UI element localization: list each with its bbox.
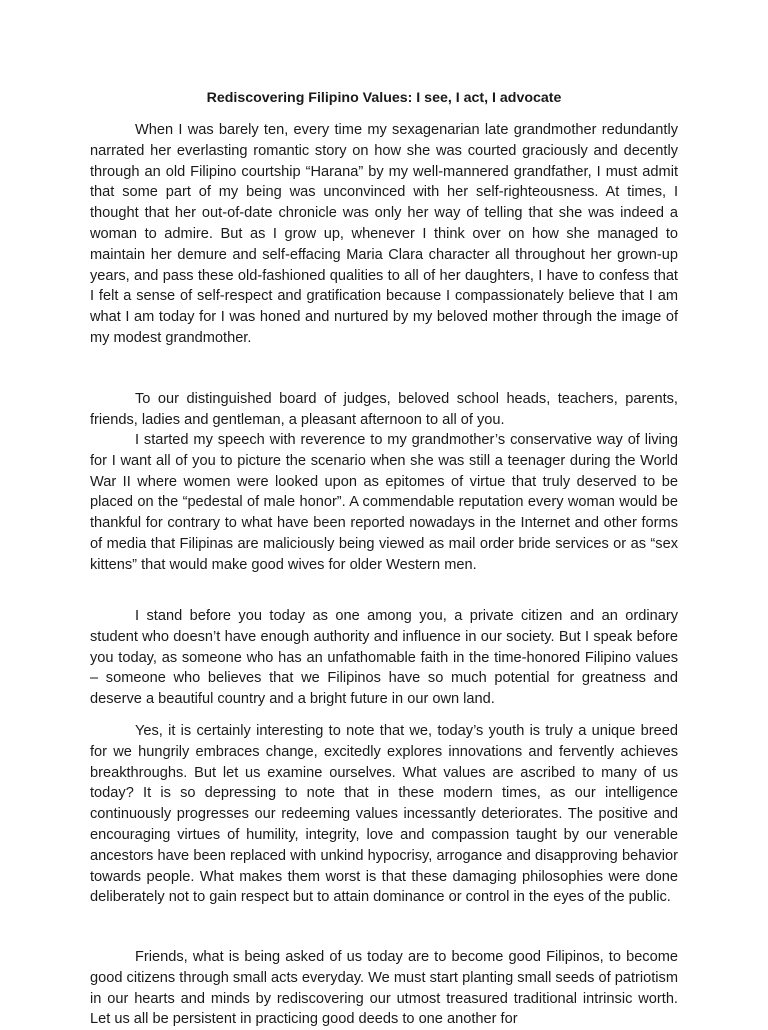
paragraph-greeting: To our distinguished board of judges, beloved school heads, teachers, parents, friends, ladies and gentleman, a pleasant afternoon to all of you. <box>90 391 678 428</box>
paragraph-call-to-action: Friends, what is being asked of us today are to become good Filipinos, to become good citizens through small acts everyday. We must start planting small seeds of patriotism in our hearts and minds by rediscovering our utmost treasured traditional intrinsic worth. Let us all be persistent in practicing good deeds to one another for <box>90 949 678 1028</box>
paragraph-ordinary-citizen: I stand before you today as one among you, a private citizen and an ordinary student who doesn’t have enough authority and influence in our society. But I speak before you today, as someone who has an unfathomable faith in the time-honored Filipino values – someone who believes that we Filipinos have so much potential for greatness and deserve a beautiful country and a bright future in our own land. <box>90 608 678 708</box>
paragraph-youth-values: Yes, it is certainly interesting to note that we, today’s youth is truly a unique breed for we hungrily embraces change, excitedly explores innovations and fervently achieves breakthroughs. But let us examine ourselves. What values are ascribed to many of us today? It is so depressing to note that in these modern times, as our intelligence continuously progresses our redeeming values incessantly deteriorates. The positive and encouraging virtues of humility, integrity, love and compassion taught by our venerable ancestors have been replaced with unkind hypocrisy, arrogance and disapproving behavior towards people. What makes them worst is that these damaging philosophies were done deliberately not to gain respect but to attain dominance or control in the eyes of the public. <box>90 723 678 906</box>
paragraph-grandmother-story: When I was barely ten, every time my sexagenarian late grandmother redundantly narrated her everlasting romantic story on how she was courted graciously and decently through an old Filipino courtship “Harana” by my well-mannered grandfather, I must admit that some part of my being was unconvinced with her self-righteousness. At times, I thought that her out-of-date chronicle was only her way of telling that she was indeed a woman to admire. But as I grow up, whenever I think over on how she managed to maintain her demure and self-effacing Maria Clara character all throughout her grown-up years, and pass these old-fashioned qualities to all of her daughters, I have to confess that I felt a sense of self-respect and gratification because I compassionately believe that I am what I am today for I was honed and nurtured by my beloved mother through the image of my modest grandmother. <box>90 122 678 346</box>
document-title: Rediscovering Filipino Values: I see, I act, I advocate <box>206 90 562 106</box>
paragraph-speech-opening: I started my speech with reverence to my grandmother’s conservative way of living for I want all of you to picture the scenario when she was still a teenager during the World War II where women were looked upon as epitomes of virtue that truly deserved to be placed on the “pedestal of male honor”. A commendable reputation every woman would be thankful for contrary to what have been reported nowadays in the Internet and other forms of media that Filipinas are maliciously being viewed as mail order bride services or as “sex kittens” that would make good wives for older Western men. <box>90 432 678 573</box>
